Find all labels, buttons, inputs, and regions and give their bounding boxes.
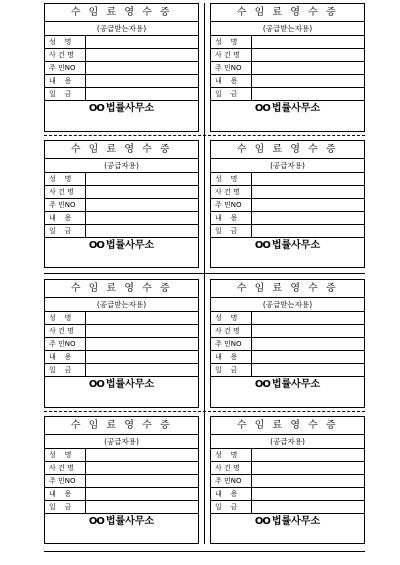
field-row-case bbox=[211, 49, 364, 62]
office-prefix: OO bbox=[254, 103, 270, 114]
receipt-card bbox=[210, 3, 365, 132]
receipt-card bbox=[44, 140, 199, 268]
field-label-content: 내 용 bbox=[45, 75, 86, 87]
field-value-id[interactable] bbox=[86, 475, 198, 487]
field-row-content bbox=[211, 488, 364, 501]
receipt-subtitle: (공급받는자용) bbox=[211, 298, 364, 312]
field-row-case bbox=[211, 186, 364, 199]
receipt-subtitle: (공급자용) bbox=[211, 435, 364, 449]
office-prefix: OO bbox=[254, 379, 270, 390]
field-value-case[interactable] bbox=[252, 49, 364, 61]
field-value-amount[interactable] bbox=[86, 501, 198, 513]
field-row-amount bbox=[45, 501, 198, 514]
field-label-case: 사 건 명 bbox=[211, 49, 252, 61]
receipt-card bbox=[44, 279, 199, 408]
receipt-title: 수 임 료 영 수 증 bbox=[211, 4, 364, 22]
field-label-case: 사 건 명 bbox=[211, 325, 252, 337]
field-label-name: 성 명 bbox=[45, 449, 86, 461]
field-row-name bbox=[211, 312, 364, 325]
field-value-name[interactable] bbox=[86, 36, 198, 48]
field-value-name[interactable] bbox=[252, 312, 364, 324]
field-row-amount bbox=[211, 501, 364, 514]
page-bottom-rule bbox=[44, 551, 365, 552]
field-label-case: 사 건 명 bbox=[211, 186, 252, 198]
office-name: 법률사무소 bbox=[271, 103, 321, 114]
field-value-amount[interactable] bbox=[252, 501, 364, 513]
receipt-footer bbox=[45, 514, 198, 530]
field-value-amount[interactable] bbox=[252, 225, 364, 237]
field-row-amount bbox=[45, 225, 198, 238]
field-label-amount: 일 금 bbox=[45, 501, 86, 513]
receipt-footer bbox=[45, 377, 198, 393]
field-label-content: 내 용 bbox=[211, 351, 252, 363]
field-row-amount bbox=[211, 364, 364, 377]
field-row-content bbox=[211, 75, 364, 88]
receipt-title: 수 임 료 영 수 증 bbox=[211, 141, 364, 159]
receipt-footer bbox=[211, 101, 364, 117]
receipt-card bbox=[210, 416, 365, 544]
field-row-id bbox=[211, 62, 364, 75]
field-value-amount[interactable] bbox=[86, 225, 198, 237]
field-value-content[interactable] bbox=[252, 75, 364, 87]
field-row-case bbox=[211, 325, 364, 338]
field-label-name: 성 명 bbox=[45, 36, 86, 48]
field-value-name[interactable] bbox=[252, 173, 364, 185]
field-row-content bbox=[45, 488, 198, 501]
field-label-id: 주 민NO bbox=[211, 62, 252, 74]
receipt-footer bbox=[211, 514, 364, 530]
receipt-subtitle: (공급받는자용) bbox=[211, 22, 364, 36]
receipt-footer bbox=[211, 238, 364, 254]
field-label-id: 주 민NO bbox=[211, 338, 252, 350]
field-value-id[interactable] bbox=[86, 199, 198, 211]
field-label-case: 사 건 명 bbox=[45, 325, 86, 337]
field-row-content bbox=[211, 212, 364, 225]
field-row-name bbox=[45, 449, 198, 462]
field-row-id bbox=[45, 475, 198, 488]
office-prefix: OO bbox=[88, 240, 104, 251]
receipt-footer bbox=[45, 101, 198, 117]
field-row-case bbox=[45, 462, 198, 475]
office-name: 법률사무소 bbox=[271, 240, 321, 251]
receipt-card bbox=[210, 140, 365, 268]
field-value-content[interactable] bbox=[86, 212, 198, 224]
field-label-name: 성 명 bbox=[211, 312, 252, 324]
field-row-id bbox=[211, 475, 364, 488]
field-row-content bbox=[211, 351, 364, 364]
field-value-name[interactable] bbox=[86, 312, 198, 324]
field-label-name: 성 명 bbox=[211, 36, 252, 48]
field-row-id bbox=[211, 338, 364, 351]
receipt-subtitle: (공급자용) bbox=[45, 159, 198, 173]
field-row-case bbox=[45, 186, 198, 199]
field-value-content[interactable] bbox=[252, 212, 364, 224]
receipt-title: 수 임 료 영 수 증 bbox=[45, 280, 198, 298]
field-label-id: 주 민NO bbox=[45, 338, 86, 350]
field-value-name[interactable] bbox=[252, 449, 364, 461]
field-row-amount bbox=[45, 364, 198, 377]
field-value-case[interactable] bbox=[252, 462, 364, 474]
field-value-case[interactable] bbox=[252, 325, 364, 337]
field-value-content[interactable] bbox=[252, 351, 364, 363]
field-value-content[interactable] bbox=[86, 351, 198, 363]
field-row-content bbox=[45, 351, 198, 364]
receipt-subtitle: (공급받는자용) bbox=[45, 22, 198, 36]
field-row-name bbox=[45, 173, 198, 186]
receipt-subtitle: (공급받는자용) bbox=[45, 298, 198, 312]
receipt-title: 수 임 료 영 수 증 bbox=[45, 141, 198, 159]
field-row-amount bbox=[211, 88, 364, 101]
field-row-case bbox=[45, 325, 198, 338]
field-row-name bbox=[211, 36, 364, 49]
receipt-subtitle: (공급자용) bbox=[211, 159, 364, 173]
receipt-footer bbox=[211, 377, 364, 393]
field-value-content[interactable] bbox=[86, 488, 198, 500]
field-label-id: 주 민NO bbox=[45, 475, 86, 487]
office-name: 법률사무소 bbox=[105, 379, 155, 390]
field-row-id bbox=[45, 338, 198, 351]
field-value-content[interactable] bbox=[252, 488, 364, 500]
field-row-id bbox=[45, 199, 198, 212]
receipt-title: 수 임 료 영 수 증 bbox=[45, 417, 198, 435]
receipt-title: 수 임 료 영 수 증 bbox=[211, 417, 364, 435]
office-name: 법률사무소 bbox=[105, 240, 155, 251]
office-name: 법률사무소 bbox=[271, 379, 321, 390]
office-prefix: OO bbox=[254, 516, 270, 527]
receipt-card bbox=[210, 279, 365, 408]
field-label-content: 내 용 bbox=[45, 212, 86, 224]
field-row-name bbox=[211, 173, 364, 186]
field-value-name[interactable] bbox=[86, 449, 198, 461]
field-value-id[interactable] bbox=[252, 62, 364, 74]
field-label-amount: 일 금 bbox=[211, 88, 252, 100]
field-value-name[interactable] bbox=[86, 173, 198, 185]
field-label-case: 사 건 명 bbox=[45, 186, 86, 198]
field-value-case[interactable] bbox=[86, 49, 198, 61]
field-label-amount: 일 금 bbox=[45, 364, 86, 376]
field-label-name: 성 명 bbox=[211, 449, 252, 461]
field-value-case[interactable] bbox=[252, 186, 364, 198]
field-value-id[interactable] bbox=[252, 475, 364, 487]
column-divider bbox=[204, 3, 205, 544]
field-row-name bbox=[211, 449, 364, 462]
field-label-case: 사 건 명 bbox=[45, 49, 86, 61]
field-value-amount[interactable] bbox=[86, 364, 198, 376]
office-name: 법률사무소 bbox=[271, 516, 321, 527]
field-label-amount: 일 금 bbox=[211, 364, 252, 376]
field-row-name bbox=[45, 36, 198, 49]
field-label-name: 성 명 bbox=[211, 173, 252, 185]
office-prefix: OO bbox=[88, 516, 104, 527]
office-name: 법률사무소 bbox=[105, 516, 155, 527]
field-value-id[interactable] bbox=[86, 62, 198, 74]
field-row-id bbox=[211, 199, 364, 212]
field-value-id[interactable] bbox=[86, 338, 198, 350]
field-label-case: 사 건 명 bbox=[211, 462, 252, 474]
field-row-content bbox=[45, 75, 198, 88]
field-label-content: 내 용 bbox=[211, 488, 252, 500]
field-label-id: 주 민NO bbox=[45, 62, 86, 74]
field-label-amount: 일 금 bbox=[211, 225, 252, 237]
office-prefix: OO bbox=[88, 379, 104, 390]
field-label-name: 성 명 bbox=[45, 312, 86, 324]
field-label-case: 사 건 명 bbox=[45, 462, 86, 474]
field-value-name[interactable] bbox=[252, 36, 364, 48]
field-row-amount bbox=[211, 225, 364, 238]
field-value-amount[interactable] bbox=[252, 88, 364, 100]
field-value-id[interactable] bbox=[252, 199, 364, 211]
field-row-content bbox=[45, 212, 198, 225]
field-value-case[interactable] bbox=[86, 462, 198, 474]
field-label-amount: 일 금 bbox=[45, 88, 86, 100]
field-label-amount: 일 금 bbox=[211, 501, 252, 513]
field-row-amount bbox=[45, 88, 198, 101]
receipt-title: 수 임 료 영 수 증 bbox=[45, 4, 198, 22]
receipt-subtitle: (공급자용) bbox=[45, 435, 198, 449]
office-prefix: OO bbox=[88, 103, 104, 114]
receipt-title: 수 임 료 영 수 증 bbox=[211, 280, 364, 298]
field-row-name bbox=[45, 312, 198, 325]
field-label-id: 주 민NO bbox=[211, 475, 252, 487]
field-label-content: 내 용 bbox=[211, 212, 252, 224]
field-row-case bbox=[211, 462, 364, 475]
field-label-amount: 일 금 bbox=[45, 225, 86, 237]
field-label-id: 주 민NO bbox=[45, 199, 86, 211]
field-value-id[interactable] bbox=[252, 338, 364, 350]
field-label-id: 주 민NO bbox=[211, 199, 252, 211]
receipt-card bbox=[44, 416, 199, 544]
field-label-content: 내 용 bbox=[211, 75, 252, 87]
field-value-content[interactable] bbox=[86, 75, 198, 87]
field-value-amount[interactable] bbox=[86, 88, 198, 100]
field-value-case[interactable] bbox=[86, 186, 198, 198]
office-name: 법률사무소 bbox=[105, 103, 155, 114]
field-row-id bbox=[45, 62, 198, 75]
field-value-case[interactable] bbox=[86, 325, 198, 337]
receipt-card bbox=[44, 3, 199, 132]
field-label-content: 내 용 bbox=[45, 351, 86, 363]
office-prefix: OO bbox=[254, 240, 270, 251]
field-label-name: 성 명 bbox=[45, 173, 86, 185]
field-value-amount[interactable] bbox=[252, 364, 364, 376]
field-label-content: 내 용 bbox=[45, 488, 86, 500]
receipt-footer bbox=[45, 238, 198, 254]
field-row-case bbox=[45, 49, 198, 62]
